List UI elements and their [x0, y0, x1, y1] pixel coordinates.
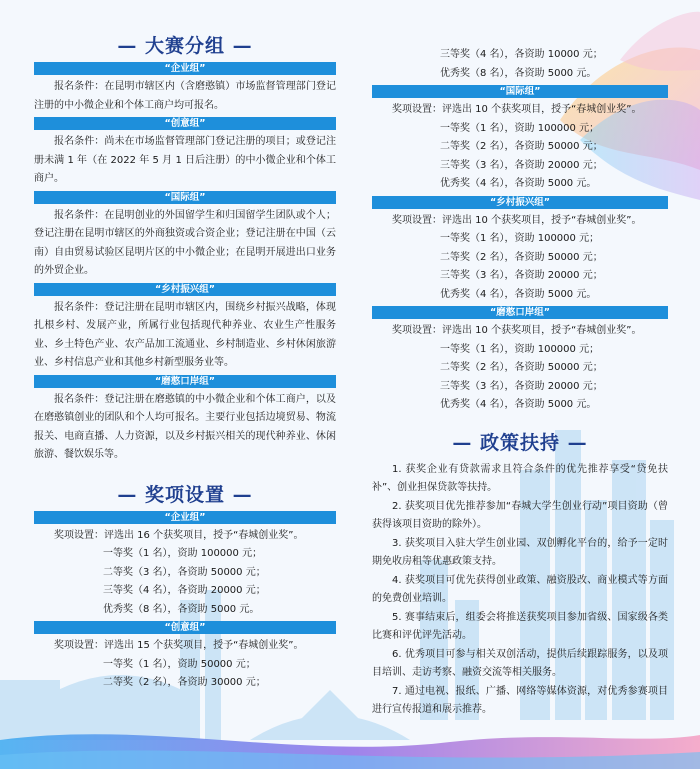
award-bar-creative: “创意组”	[34, 621, 336, 634]
group-text-enterprise: 报名条件：在昆明市辖区内（含磨憨镇）市场监督管理部门登记注册的中小微企业和个体工商户均可报名。	[34, 81, 336, 111]
group-bar-enterprise: “企业组”	[34, 62, 336, 75]
award-international-line: 一等奖（1 名），资助 100000 元；	[440, 122, 600, 134]
policy-item: 5. 赛事结束后，组委会将推送获奖项目参加省级、国家级各类比赛和评优评先活动。	[372, 611, 668, 641]
award-enterprise-line: 奖项设置：评选出 16 个获奖项目，授予“春城创业奖”。	[54, 529, 304, 541]
groups-section-title: — 大赛分组 —	[117, 35, 253, 57]
award-bar-rural: “乡村振兴组”	[372, 196, 668, 209]
awards-section-title: — 奖项设置 —	[117, 483, 253, 506]
award-creative-line: 二等奖（2 名），各资助 30000 元；	[103, 677, 266, 688]
group-bar-rural: “乡村振兴组”	[34, 283, 336, 296]
group-bar-creative: “创意组”	[34, 117, 336, 130]
award-rural-line: 二等奖（2 名），各资助 50000 元；	[440, 251, 603, 263]
award-international-line: 二等奖（2 名），各资助 50000 元；	[440, 141, 603, 152]
award-mohan-line: 二等奖（2 名），各资助 50000 元；	[440, 362, 603, 373]
award-creative-line: 奖项设置：评选出 15 个获奖项目，授予“春城创业奖”。	[54, 640, 304, 651]
policy-item: 1. 获奖企业有贷款需求且符合条件的优先推荐享受“贷免扶补”、创业担保贷款等扶持。	[372, 463, 668, 493]
award-bar-enterprise: “企业组”	[34, 511, 336, 524]
award-mohan-line: 优秀奖（4 名），各资助 5000 元。	[440, 399, 597, 410]
award-rural-line: 三等奖（3 名），各资助 20000 元；	[440, 270, 603, 281]
left-column	[34, 32, 336, 693]
policy-item: 4. 获奖项目可优先获得创业政策、融资股改、商业模式等方面的免费创业培训。	[372, 574, 668, 604]
award-international-line: 优秀奖（4 名），各资助 5000 元。	[440, 178, 597, 189]
group-bar-international: “国际组”	[34, 191, 336, 204]
policy-item: 2. 获奖项目优先推荐参加“春城大学生创业行动”项目资助（曾获得该项目资助的除外）。	[372, 500, 668, 530]
group-text-mohan: 报名条件：登记注册在磨憨镇的中小微企业和个体工商户，以及在磨憨镇创业的团队和个人均可报名。主要行业包括边境贸易、物流报关、电商直播、人力资源，以及乡村振兴相关的现代种养业、休闲旅游、餐饮娱乐等。	[34, 393, 336, 460]
policy-section-title: — 政策扶持 —	[452, 431, 588, 454]
group-text-rural: 报名条件：登记注册在昆明市辖区内，围绕乡村振兴战略，体现扎根乡村、发展产业，所属行业包括现代种养业、农业生产性服务业、乡土特色产业、农产品加工流通业、乡村制造业、乡村休闲旅游业、乡村信息产业和其他乡村新型服务业等。	[34, 301, 336, 368]
award-bar-international: “国际组”	[372, 85, 668, 98]
award-enterprise-line: 一等奖（1 名），资助 100000 元；	[103, 548, 263, 559]
award-mohan-line: 三等奖（3 名），各资助 20000 元；	[440, 380, 603, 392]
spacer	[34, 465, 336, 481]
group-text-creative: 报名条件：尚未在市场监督管理部门登记注册的项目；或登记注册未满 1 年（在 2022 年 5 月 1 日后注册）的中小微企业和个体工商户。	[34, 136, 336, 184]
award-enterprise-line: 二等奖（3 名），各资助 50000 元；	[103, 566, 266, 578]
policy-item: 3. 获奖项目入驻大学生创业园、双创孵化平台的，给予一定时期免收房租等优惠政策支持。	[372, 537, 668, 567]
award-mohan-line: 一等奖（1 名），资助 100000 元；	[440, 343, 600, 355]
award-international-line: 三等奖（3 名），各资助 20000 元；	[440, 159, 603, 171]
group-bar-mohan: “磨憨口岸组”	[34, 375, 336, 388]
award-creative-line: 一等奖（1 名），资助 50000 元；	[103, 658, 256, 670]
award-enterprise-line: 三等奖（4 名），各资助 20000 元；	[103, 585, 266, 596]
award-mohan-line: 奖项设置：评选出 10 个获奖项目，授予“春城创业奖”。	[392, 325, 642, 336]
award-rural-line: 奖项设置：评选出 10 个获奖项目，授予“春城创业奖”。	[392, 214, 642, 226]
award-bar-mohan: “磨憨口岸组”	[372, 306, 668, 319]
award-rural-line: 优秀奖（4 名），各资助 5000 元。	[440, 288, 597, 300]
award-creative-line: 三等奖（4 名），各资助 10000 元；	[440, 49, 603, 60]
award-enterprise-line: 优秀奖（8 名），各资助 5000 元。	[103, 603, 260, 615]
policy-item: 7. 通过电视、报纸、广播、网络等媒体资源，对优秀参赛项目进行宣传报道和展示推荐。	[372, 685, 668, 715]
policy-item: 6. 优秀项目可参与相关双创活动，提供后续跟踪服务，以及项目培训、走访考察、融资交流等相关服务。	[372, 648, 668, 678]
award-rural-line: 一等奖（1 名），资助 100000 元；	[440, 233, 600, 244]
award-international-line: 奖项设置：评选出 10 个获奖项目，授予“春城创业奖”。	[392, 104, 642, 115]
spacer	[372, 415, 668, 429]
group-text-international: 报名条件：在昆明创业的外国留学生和归国留学生团队或个人；登记注册在昆明市辖区的外商独资或合资企业；登记注册在中国（云南）自由贸易试验区昆明片区的中小微企业；在昆明开展进出口业务的外贸企业。	[34, 209, 336, 276]
award-creative-line: 优秀奖（8 名），各资助 5000 元。	[440, 67, 597, 79]
right-column	[372, 46, 668, 720]
